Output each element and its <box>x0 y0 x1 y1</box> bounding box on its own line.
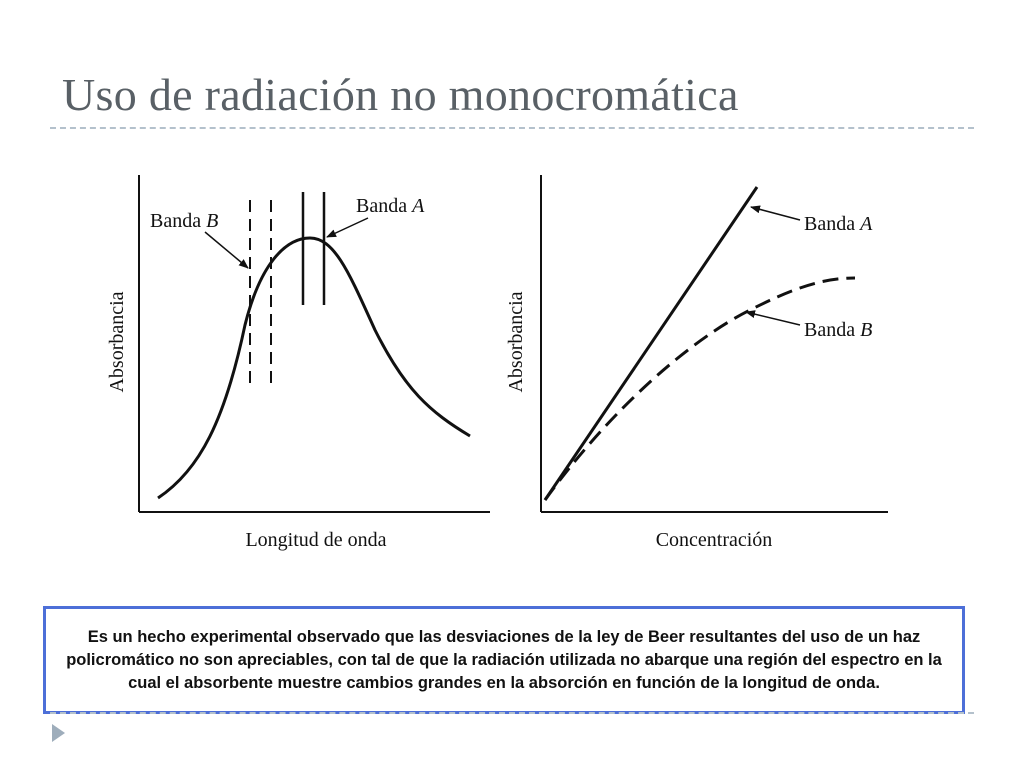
left-graph <box>106 175 490 551</box>
right-band-b-arrow <box>746 312 800 325</box>
left-band-b-arrow <box>205 232 248 268</box>
absorption-spectrum-curve <box>158 238 470 498</box>
band-b-curved-line <box>545 278 855 500</box>
slide-title: Uso de radiación no monocromática <box>62 69 739 120</box>
explanation-text: Es un hecho experimental observado que las desviaciones de la ley de Beer resultantes del uso de un haz policromático no son apreciables, con tal de que la radiación utilizada no abarque una región del espectro en la cual el absorbente muestre cambios grandes en la absorción en función de la longitud de onda. <box>66 627 942 692</box>
right-band-b-label: Banda B <box>804 319 873 341</box>
left-band-b-label: Banda B <box>150 210 219 232</box>
triangle-right-icon <box>52 724 65 742</box>
right-band-a-label: Banda A <box>804 213 873 235</box>
right-x-axis-label: Concentración <box>655 529 773 551</box>
right-band-a-arrow <box>751 207 800 220</box>
left-x-axis-label: Longitud de onda <box>245 529 387 551</box>
right-y-axis-label: Absorbancia <box>505 291 527 393</box>
right-graph <box>505 175 888 551</box>
left-y-axis-label: Absorbancia <box>106 291 128 393</box>
band-a-linear-line <box>545 187 757 500</box>
explanation-box <box>43 606 965 714</box>
footer-divider <box>50 712 974 714</box>
left-band-a-label: Banda A <box>356 195 425 217</box>
left-band-a-arrow <box>327 218 368 237</box>
